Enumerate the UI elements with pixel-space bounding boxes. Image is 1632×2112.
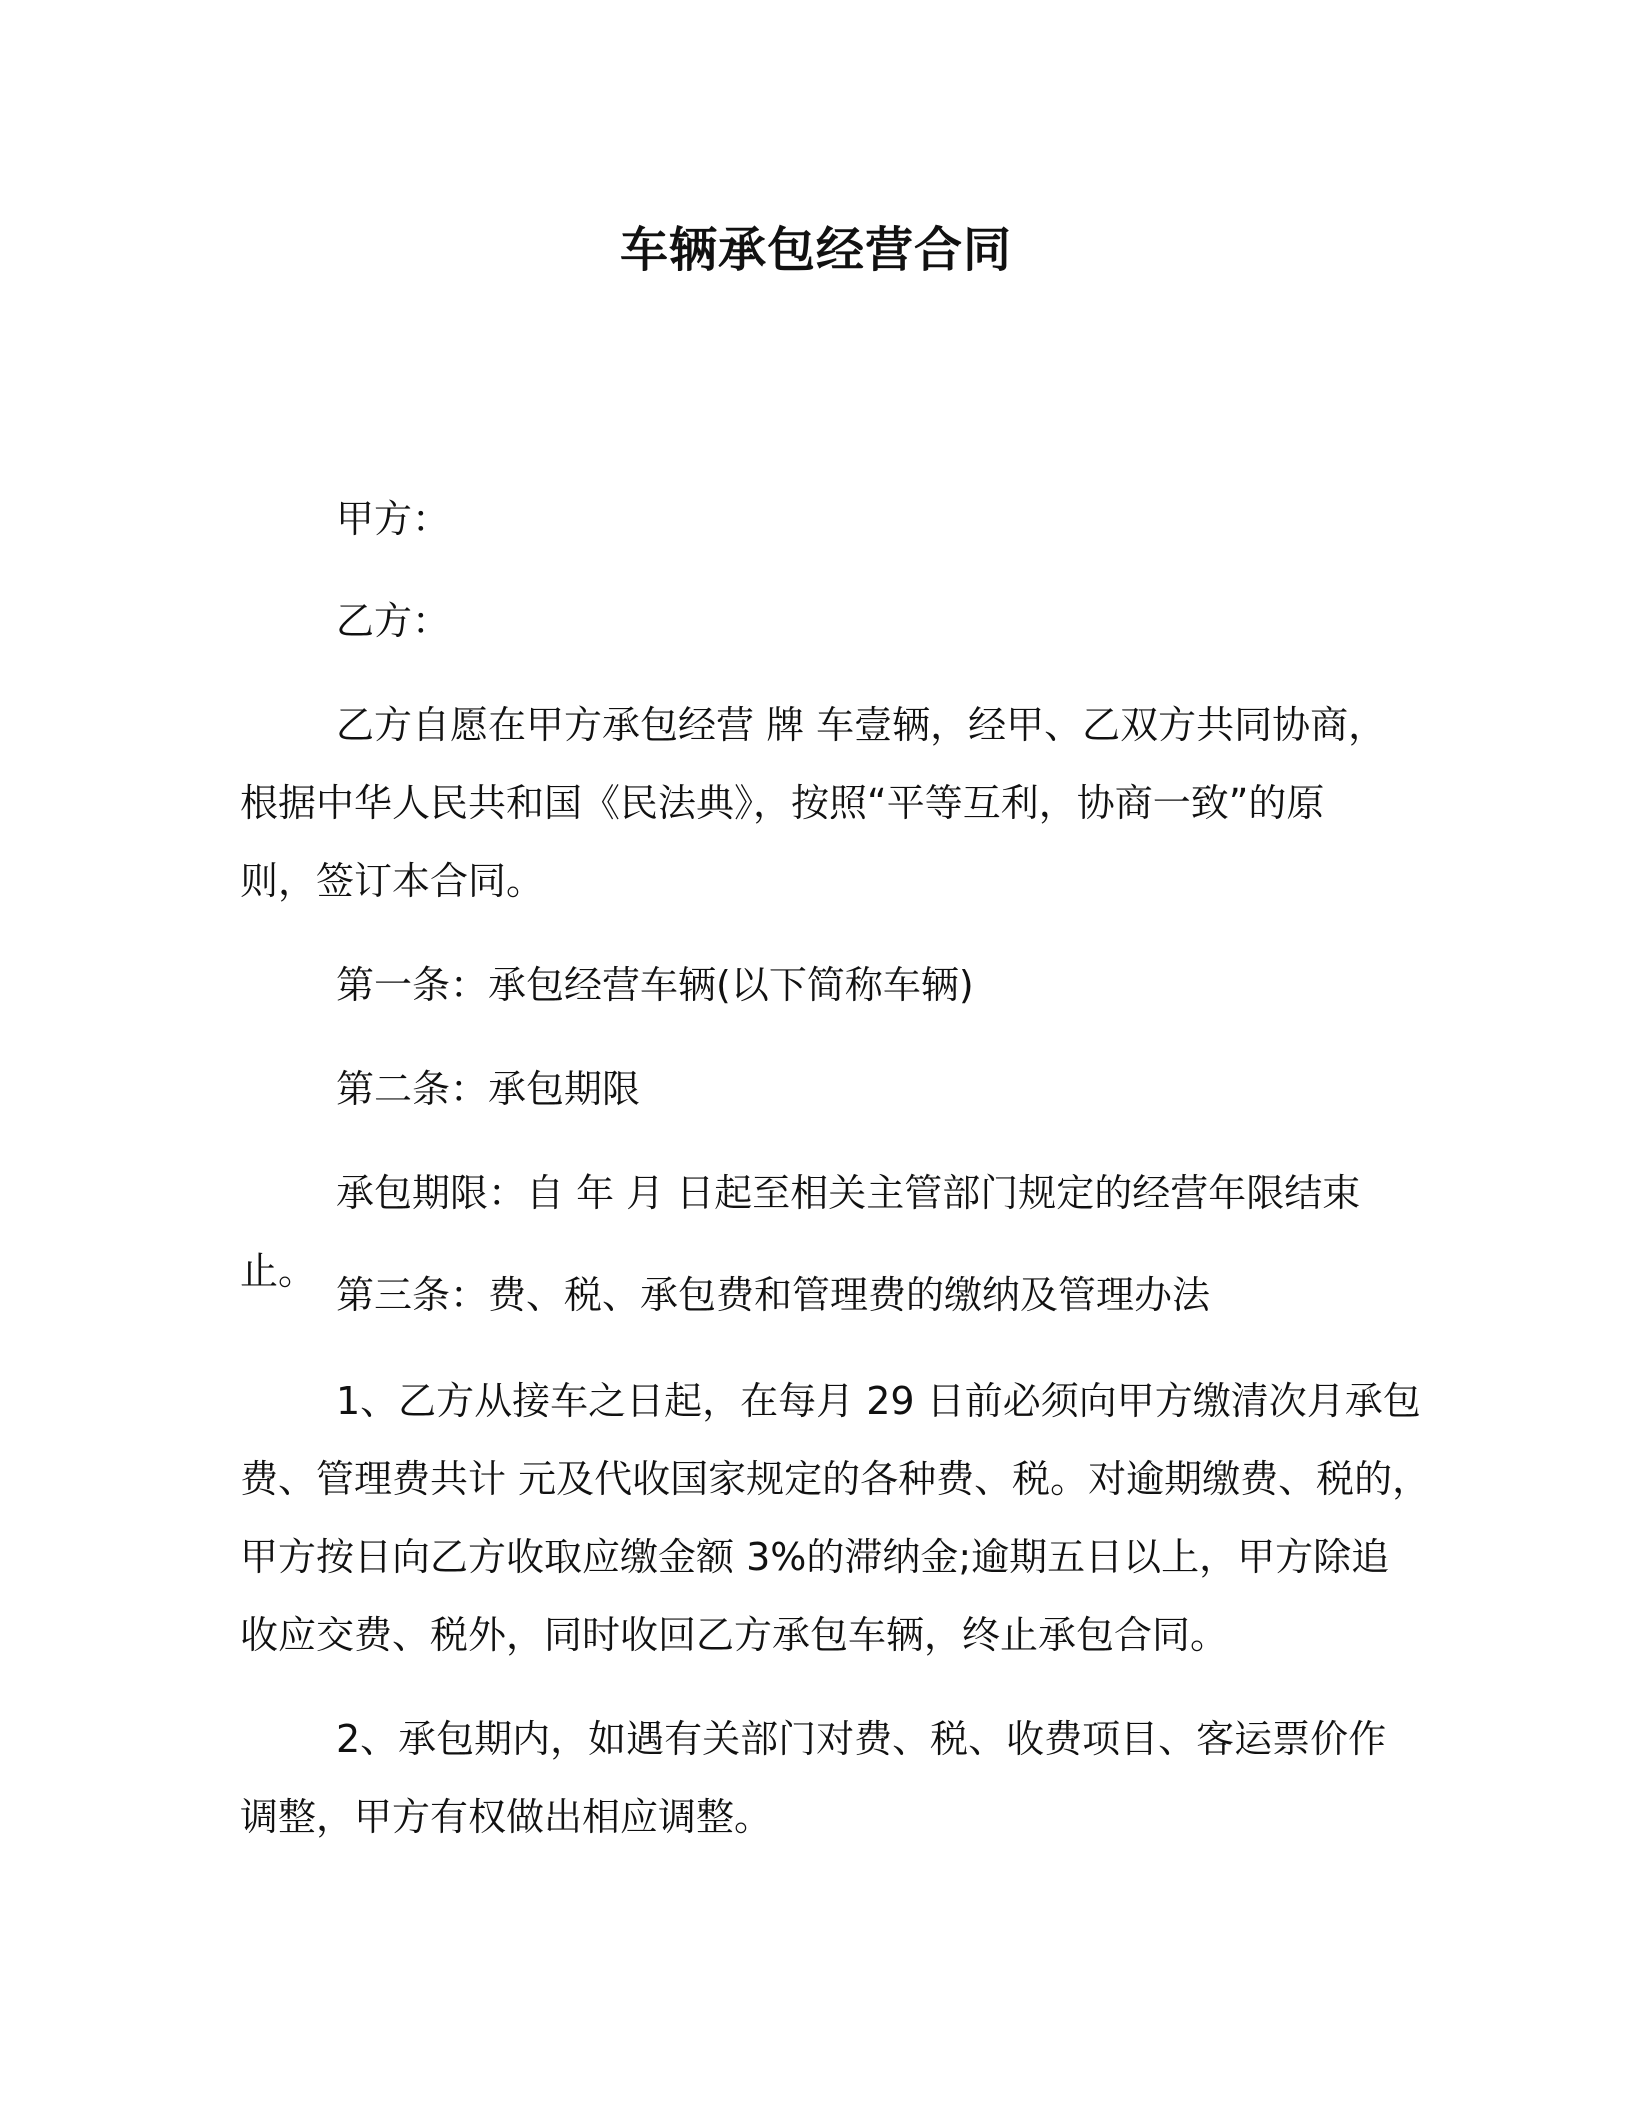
clause-1-line-1: 1、乙方从接车之日起，在每月 29 日前必须向甲方缴清次月承包 <box>336 1379 1421 1423</box>
party-a-line: 甲方： <box>336 497 451 541</box>
article-2-heading: 第二条：承包期限 <box>336 1067 641 1111</box>
preamble-line-1: 乙方自愿在甲方承包经营 牌 车壹辆，经甲、乙双方共同协商， <box>336 703 1387 747</box>
clause-2-line-1: 2、承包期内，如遇有关部门对费、税、收费项目、客运票价作 <box>336 1717 1387 1761</box>
clause-2-line-2: 调整，甲方有权做出相应调整。 <box>240 1795 773 1839</box>
preamble-paragraph <box>240 686 1400 764</box>
clause-1-line-3: 甲方按日向乙方收取应缴金额 3%的滞纳金;逾期五日以上，甲方除追 <box>240 1535 1390 1579</box>
party-b-line: 乙方： <box>336 599 451 643</box>
clause-1-line-4: 收应交费、税外，同时收回乙方承包车辆，终止承包合同。 <box>240 1613 1229 1657</box>
article-3-heading: 第三条：费、税、承包费和管理费的缴纳及管理办法 <box>336 1273 1211 1317</box>
clause-1-paragraph <box>240 1362 1421 1440</box>
article-1-heading: 第一条：承包经营车辆(以下简称车辆) <box>336 963 974 1007</box>
preamble-paragraph-cont <box>240 764 1400 920</box>
term-line: 承包期限：自 年 月 日起至相关主管部门规定的经营年限结束止。 <box>240 1171 1361 1293</box>
clause-1-line-2: 费、管理费共计 元及代收国家规定的各种费、税。对逾期缴费、税的， <box>240 1457 1431 1501</box>
preamble-line-2: 根据中华人民共和国《民法典》，按照“平等互利，协商一致”的原 <box>240 781 1325 825</box>
clause-1-paragraph-cont <box>240 1440 1431 1674</box>
clause-2-paragraph <box>240 1700 1400 1778</box>
clause-2-paragraph-cont <box>240 1778 1400 1856</box>
document-title: 车辆承包经营合同 <box>619 222 1012 278</box>
preamble-line-3: 则，签订本合同。 <box>240 859 545 903</box>
